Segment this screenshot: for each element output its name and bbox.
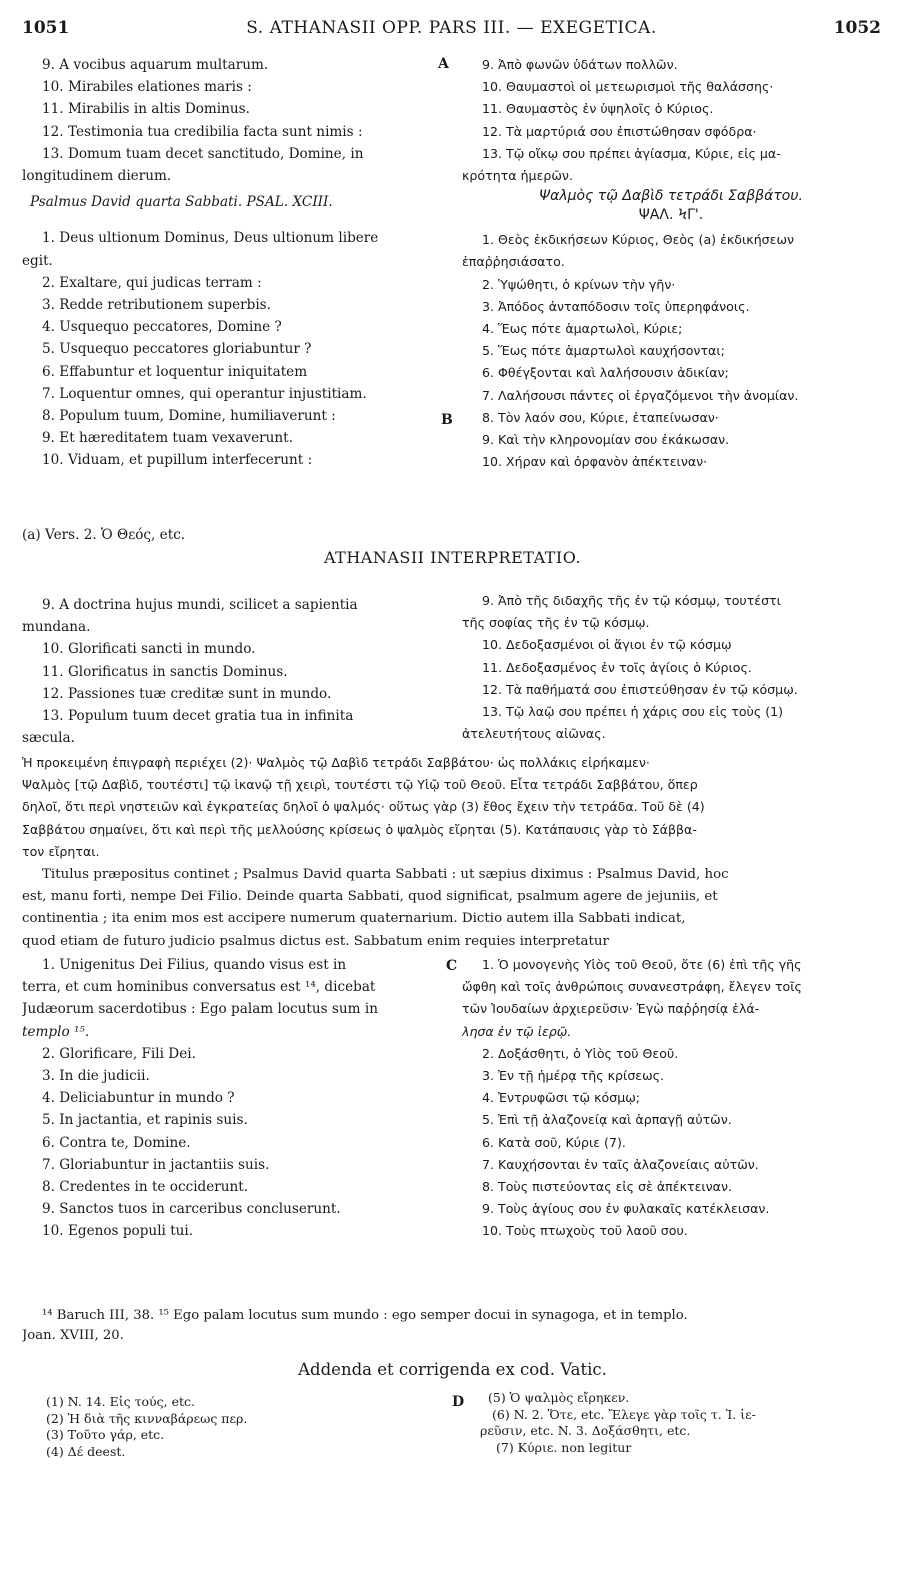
verse-line: 10. Τοὺς πτωχοὺς τοῦ λαοῦ σου.: [482, 1223, 688, 1239]
verse-line: 9. A doctrina hujus mundi, scilicet a sapientia: [42, 597, 358, 613]
verse-line: 6. Κατὰ σοῦ, Κύριε (7).: [482, 1134, 626, 1150]
paragraph-line: δηλοῖ, ὅτι περὶ νηστειῶν καὶ ἐγκρατείας δηλοῖ ὁ ψαλμός· οὕτως γὰρ (3) ἔθος ἔχειν τὴν τετράδα. Τοῦ δὲ (4): [22, 799, 705, 815]
verse-line: mundana.: [22, 619, 91, 636]
verse-line: longitudinem dierum.: [22, 168, 172, 185]
addenda-right: [480, 1390, 885, 1456]
verse-line: 2. Exaltare, qui judicas terram :: [42, 274, 262, 291]
paragraph-line: Titulus præpositus continet ; Psalmus David quarta Sabbati : ut sæpius diximus : Psalmus David, hoc: [42, 867, 729, 882]
verse-line: 3. Ἐν τῇ ἡμέρᾳ τῆς κρίσεως.: [482, 1068, 665, 1084]
verse-line: 3. Redde retributionem superbis.: [42, 297, 271, 314]
verse-line: 7. Gloriabuntur in jactantiis suis.: [42, 1156, 270, 1173]
verse-line: 9. Τοὺς ἁγίους σου ἐν φυλακαῖς κατέκλεισαν.: [482, 1201, 770, 1217]
addenda-item: (4) Δέ deest.: [46, 1443, 126, 1459]
verse-line: 2. Δοξάσθητι, ὁ Υἱὸς τοῦ Θεοῦ.: [482, 1045, 679, 1061]
running-title: S. ATHANASII OPP. PARS III. — EXEGETICA.: [246, 18, 657, 38]
footnote-a: [22, 524, 442, 546]
page-number-left: 1051: [22, 18, 70, 38]
verse-line: sæcula.: [22, 730, 75, 747]
paragraph-line: τον εἴρηται.: [22, 843, 100, 859]
verse-line: 1. Ὁ μονογενὴς Υἱὸς τοῦ Θεοῦ, ὅτε (6) ἐπὶ τῆς γῆς: [482, 957, 802, 972]
verse-line: 10. Glorificati sancti in mundo.: [42, 641, 256, 658]
verse-line: 11. Glorificatus in sanctis Dominus.: [42, 663, 288, 680]
verse-line: 6. Contra te, Domine.: [42, 1134, 191, 1151]
verse-line: 6. Effabuntur et loquentur iniquitatem: [42, 363, 308, 380]
verse-line: templo ¹⁵.: [22, 1023, 90, 1040]
margin-marker-a: A: [438, 56, 449, 72]
verse-line: 3. In die judicii.: [42, 1068, 150, 1085]
verse-line: 9. Et hæreditatem tuam vexaverunt.: [42, 430, 293, 447]
verse-line: 7. Λαλήσουσι πάντες οἱ ἐργαζόμενοι τὴν ἀνομίαν.: [482, 387, 799, 403]
psalm-heading-latin: Psalmus David quarta Sabbati. PSAL. XCIII.: [30, 194, 333, 211]
section-title: ATHANASII INTERPRETATIO.: [323, 548, 582, 567]
verse-line: 4. Deliciabuntur in mundo ?: [42, 1090, 235, 1107]
verse-line: 11. Δεδοξασμένος ἐν τοῖς ἁγίοις ὁ Κύριος.: [482, 659, 752, 675]
verse-line: egit.: [22, 252, 53, 269]
verse-line: 10. Θαυμαστοὶ οἱ μετεωρισμοὶ τῆς θαλάσσης·: [482, 79, 774, 95]
verse-line: 13. Populum tuum decet gratia tua in infinita: [42, 708, 354, 725]
verse-line: ἀτελευτήτους αἰῶνας.: [462, 726, 606, 742]
paragraph-line: Ἡ προκειμένη ἐπιγραφὴ περιέχει (2)· Ψαλμὸς τῷ Δαβὶδ τετράδι Σαββάτου· ὡς πολλάκις εἰρήκαμεν·: [22, 755, 650, 770]
greek-commentary-paragraph: [22, 752, 884, 863]
verse-line: 13. Domum tuam decet sanctitudo, Domine, in: [42, 145, 364, 162]
addenda-item: (1) N. 14. Εἰς τούς, etc.: [46, 1394, 195, 1409]
verse-line: 4. Ἐντρυφῶσι τῷ κόσμῳ;: [482, 1090, 641, 1106]
commentary-latin-column: [22, 954, 442, 1243]
running-header: [22, 18, 881, 42]
paragraph-line: quod etiam de futuro judicio psalmus dictus est. Sabbatum enim requies interpretatur: [22, 933, 609, 949]
verse-line: 1. Deus ultionum Dominus, Deus ultionum libere: [42, 230, 379, 247]
verse-line: 5. Ἕως πότε ἁμαρτωλοὶ καυχήσονται;: [482, 343, 725, 359]
verse-line: ἐπαῤῥησιάσατο.: [462, 254, 565, 270]
verse-line: 9. A vocibus aquarum multarum.: [42, 57, 269, 73]
verse-line: 13. Τῷ λαῷ σου πρέπει ἡ χάρις σου εἰς τοὺς (1): [482, 704, 784, 720]
interpretation-greek: [462, 590, 880, 745]
note-a-text: (a) Vers. 2. Ὁ Θεός, etc.: [22, 527, 186, 543]
verse-line: 10. Δεδοξασμένοι οἱ ἅγιοι ἐν τῷ κόσμῳ: [482, 637, 732, 653]
verse-line: 9. Καὶ τὴν κληρονομίαν σου ἐκάκωσαν.: [482, 432, 730, 448]
addenda-item: ρεῦσιν, etc. N. 3. Δοξάσθητι, etc.: [480, 1423, 691, 1438]
verse-line: 9. Sanctos tuos in carceribus concluserunt.: [42, 1201, 341, 1218]
verse-line: 8. Populum tuum, Domine, humiliaverunt :: [42, 408, 336, 425]
verse-line: 2. Glorificare, Fili Dei.: [42, 1045, 196, 1062]
latin-commentary-paragraph: [22, 864, 884, 953]
addenda-title: Addenda et corrigenda ex cod. Vatic.: [298, 1360, 607, 1379]
paragraph-line: Ψαλμὸς [τῷ Δαβὶδ, τουτέστι] τῷ ἱκανῷ τῇ χειρὶ, τουτέστι τῷ Υἱῷ τοῦ Θεοῦ. Εἶτα τετράδι Σαββάτου, ὅπερ: [22, 777, 698, 793]
verse-line: 4. Usquequo peccatores, Domine ?: [42, 319, 282, 336]
verse-line: terra, et cum hominibus conversatus est ¹⁴, dicebat: [22, 979, 376, 996]
verse-line: 12. Passiones tuæ creditæ sunt in mundo.: [42, 685, 332, 702]
verse-line: 12. Testimonia tua credibilia facta sunt nimis :: [42, 123, 363, 140]
verse-line: 7. Καυχήσονται ἐν ταῖς ἀλαζονείαις αὐτῶν.: [482, 1156, 759, 1172]
verse-line: 5. Usquequo peccatores gloriabuntur ?: [42, 341, 312, 358]
commentary-greek-column: [462, 954, 880, 1243]
verse-line: κρότητα ἡμερῶν.: [462, 168, 573, 184]
addenda-item: (7) Κύριε. non legitur: [496, 1439, 632, 1455]
verse-line: 1. Θεὸς ἐκδικήσεων Κύριος, Θεὸς (a) ἐκδικήσεων: [482, 232, 795, 248]
paragraph-line: continentia ; ita enim mos est accipere numerum quaternarium. Dictio autem illa Sabbati indicat,: [22, 911, 686, 927]
verse-line: τῆς σοφίας τῆς ἐν τῷ κόσμῳ.: [462, 615, 650, 631]
addenda-item: (3) Τοῦτο γάρ, etc.: [46, 1427, 165, 1442]
verse-line: 2. Ὑψώθητι, ὁ κρίνων τὴν γῆν·: [482, 276, 676, 292]
psalm-number-greek: ΨΑΛ. ϞΓ'.: [638, 207, 704, 224]
verse-line: 9. Ἀπὸ φωνῶν ὑδάτων πολλῶν.: [482, 57, 678, 72]
footnote-line: Joan. XVIII, 20.: [22, 1328, 124, 1343]
verse-line: 13. Τῷ οἴκῳ σου πρέπει ἁγίασμα, Κύριε, εἰς μα-: [482, 145, 781, 161]
margin-marker-c: C: [446, 958, 458, 974]
verse-line: 4. Ἕως πότε ἁμαρτωλοὶ, Κύριε;: [482, 321, 683, 337]
margin-marker-d: D: [452, 1394, 465, 1410]
footnote-line: ¹⁴ Baruch III, 38. ¹⁵ Ego palam locutus sum mundo : ego semper docui in synagoga, et in templo.: [42, 1308, 688, 1323]
verse-line: ὤφθη καὶ τοῖς ἀνθρώποις συνανεστράφη, ἔλεγεν τοῖς: [462, 979, 802, 995]
paragraph-line: est, manu forti, nempe Dei Filio. Deinde quarta Sabbati, quod significat, psalmum agere de jejuniis, et: [22, 889, 718, 905]
verse-line: 7. Loquentur omnes, qui operantur injustitiam.: [42, 385, 367, 402]
verse-line: 3. Ἀπόδος ἀνταπόδοσιν τοῖς ὑπερηφάνοις.: [482, 298, 750, 314]
verse-line: 8. Τοὺς πιστεύοντας εἰς σὲ ἀπέκτειναν.: [482, 1179, 733, 1195]
addenda-item: (5) Ὁ ψαλμὸς εἴρηκεν.: [488, 1390, 630, 1405]
verse-line: 11. Mirabilis in altis Dominus.: [42, 101, 250, 118]
verse-line: 10. Egenos populi tui.: [42, 1223, 194, 1240]
paragraph-line: Σαββάτου σημαίνει, ὅτι καὶ περὶ τῆς μελλούσης κρίσεως ὁ ψαλμὸς εἴρηται (5). Κατάπαυσις γὰρ τὸ Σάββα-: [22, 821, 697, 837]
verse-line: 10. Χήραν καὶ ὀρφανὸν ἀπέκτειναν·: [482, 454, 708, 470]
verse-line: λησα ἐν τῷ ἱερῷ.: [462, 1023, 572, 1039]
verse-line: 5. In jactantia, et rapinis suis.: [42, 1112, 248, 1129]
margin-marker-b: B: [441, 412, 453, 428]
page-number-right: 1052: [833, 18, 881, 38]
verse-line: 6. Φθέγξονται καὶ λαλήσουσιν ἀδικίαν;: [482, 365, 729, 381]
verse-line: 8. Τὸν λαόν σου, Κύριε, ἐταπείνωσαν·: [482, 409, 719, 425]
verse-line: 12. Τὰ παθήματά σου ἐπιστεύθησαν ἐν τῷ κόσμῳ.: [482, 681, 798, 697]
verse-line: 10. Mirabiles elationes maris :: [42, 79, 252, 96]
footnotes: [22, 1306, 884, 1346]
verse-line: 5. Ἐπὶ τῇ ἀλαζονείᾳ καὶ ἁρπαγῇ αὐτῶν.: [482, 1112, 732, 1128]
addenda-item: (2) Ἡ διὰ τῆς κινναβάρεως περ.: [46, 1410, 248, 1426]
addenda-left: [46, 1394, 426, 1460]
verse-line: 10. Viduam, et pupillum interfecerunt :: [42, 452, 313, 469]
verse-line: 11. Θαυμαστὸς ἐν ὑψηλοῖς ὁ Κύριος.: [482, 101, 714, 117]
verse-line: 9. Ἀπὸ τῆς διδαχῆς τῆς ἐν τῷ κόσμῳ, τουτέστι: [482, 593, 781, 608]
verse-line: 8. Credentes in te occiderunt.: [42, 1179, 249, 1196]
interpretation-latin: [22, 594, 442, 749]
psalm-greek-column: [462, 54, 880, 473]
psalm-heading-greek: Ψαλμὸς τῷ Δαβὶδ τετράδι Σαββάτου.: [539, 188, 803, 205]
verse-line: Judæorum sacerdotibus : Ego palam locutus sum in: [22, 1001, 378, 1018]
verse-line: 12. Τὰ μαρτύριά σου ἐπιστώθησαν σφόδρα·: [482, 123, 757, 139]
verse-line: τῶν Ἰουδαίων ἀρχιερεῦσιν· Ἐγὼ παῤῥησίᾳ ἐλά-: [462, 1001, 760, 1017]
verse-line: 1. Unigenitus Dei Filius, quando visus est in: [42, 957, 347, 973]
addenda-item: (6) N. 2. Ὅτε, etc. Ἔλεγε γὰρ τοῖς τ. Ἰ. ἱε-: [492, 1406, 756, 1422]
psalm-latin-column: [22, 54, 442, 472]
